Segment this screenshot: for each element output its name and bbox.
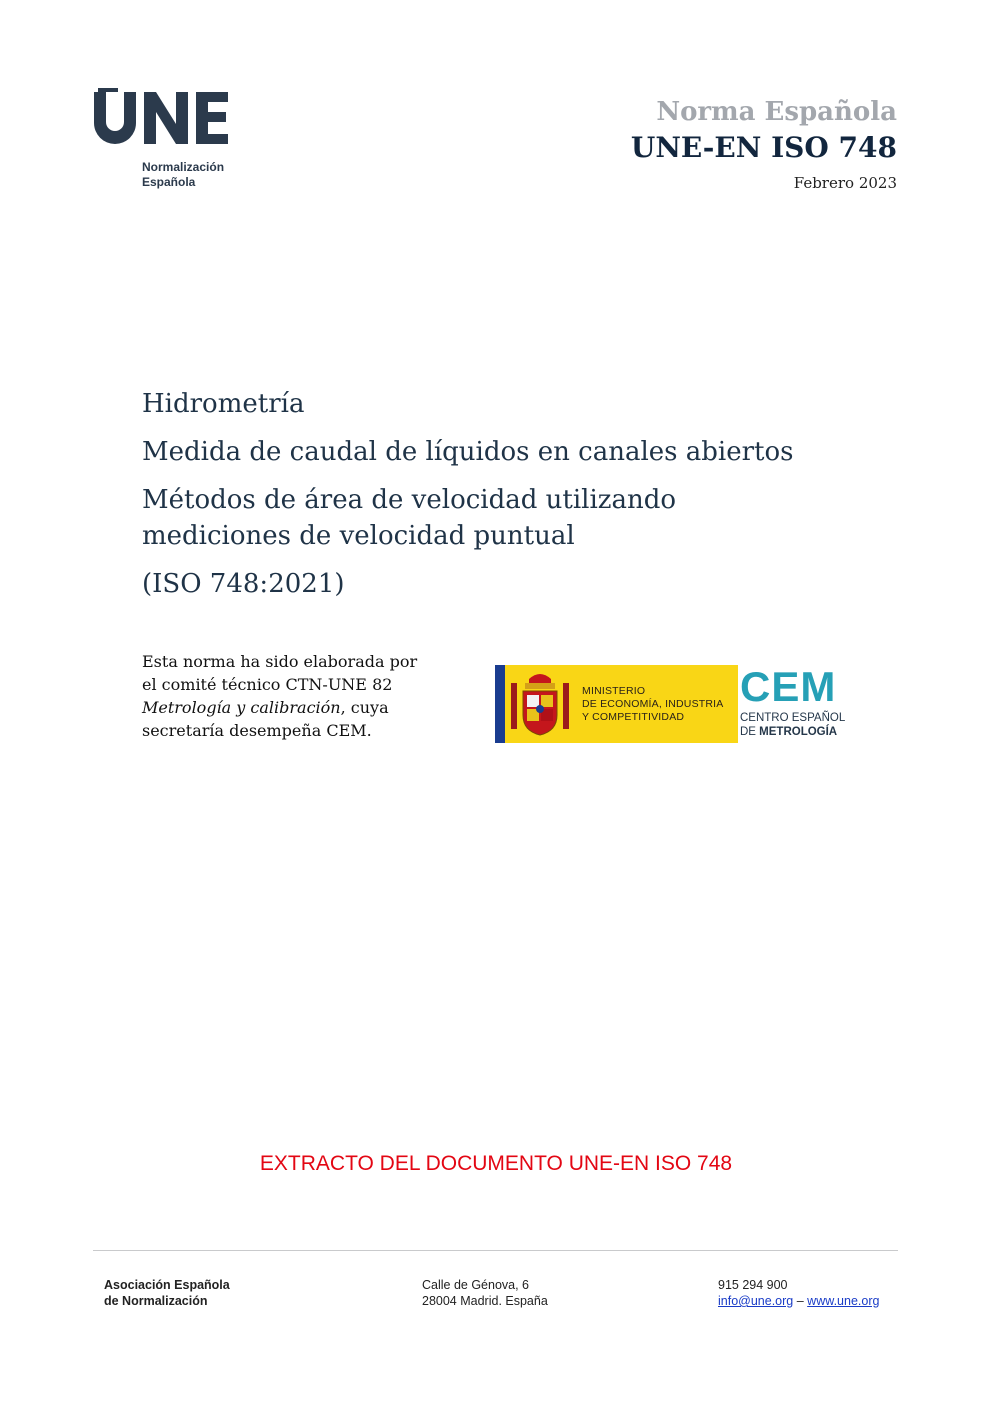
ministry-line: DE ECONOMÍA, INDUSTRIA [582,698,724,710]
une-wordmark-icon [92,88,232,148]
cem-subtitle-line1: CENTRO ESPAÑOL [740,712,846,724]
footer-divider [93,1250,898,1251]
footer-org-line: de Normalización [104,1294,208,1308]
footer-phone: 915 294 900 [718,1278,788,1292]
title-line: (ISO 748:2021) [142,569,345,599]
spain-coat-of-arms-icon [507,669,573,739]
committee-line: Esta norma ha sido elaborada por [142,652,418,671]
committee-line [142,696,462,719]
footer-contact [718,1277,879,1309]
sponsor-logos [495,665,855,745]
logo-subtitle-line1: Normalización [142,160,225,174]
committee-name: Metrología y calibración [142,698,341,717]
cem-subtitle-prefix: DE [740,726,760,738]
publication-date: Febrero 2023 [793,174,897,192]
website-link[interactable]: www.une.org [807,1294,880,1308]
footer-org-line: Asociación Española [104,1278,230,1292]
logo-subtitle-line2: Española [142,175,196,189]
committee-statement [142,650,462,742]
standard-code: UNE-EN ISO 748 [630,131,897,164]
cem-logo [740,665,855,745]
cem-subtitle-line2 [740,726,837,738]
committee-line-rest: , cuya [340,698,389,717]
title-line: Medida de caudal de líquidos en canales abiertos [142,437,794,467]
committee-line: el comité técnico CTN-UNE 82 [142,675,393,694]
footer-address-line: 28004 Madrid. España [422,1294,548,1308]
une-logo [92,88,242,198]
committee-line: secretaría desempeña CEM. [142,721,372,740]
footer-address [422,1277,548,1309]
ministry-name [582,685,724,724]
extract-notice: EXTRACTO DEL DOCUMENTO UNE-EN ISO 748 [259,1152,733,1175]
cem-wordmark: CEM [740,663,837,710]
footer-links [718,1293,879,1309]
ministry-logo [495,665,738,743]
title-line: Métodos de área de velocidad utilizando mediciones de velocidad puntual [142,485,677,551]
eu-flag-strip [495,665,505,743]
title-line: Hidrometría [142,389,305,419]
footer-organization [104,1277,230,1309]
ministry-line: MINISTERIO [582,685,646,697]
footer-address-line: Calle de Génova, 6 [422,1278,530,1292]
norma-label: Norma Española [656,97,897,127]
standard-header [631,96,897,192]
ministry-line: Y COMPETITIVIDAD [582,711,685,723]
link-separator: – [796,1294,804,1308]
email-link[interactable]: info@une.org [718,1294,794,1308]
cem-subtitle-bold: METROLOGÍA [759,726,838,738]
document-titles [142,386,842,614]
